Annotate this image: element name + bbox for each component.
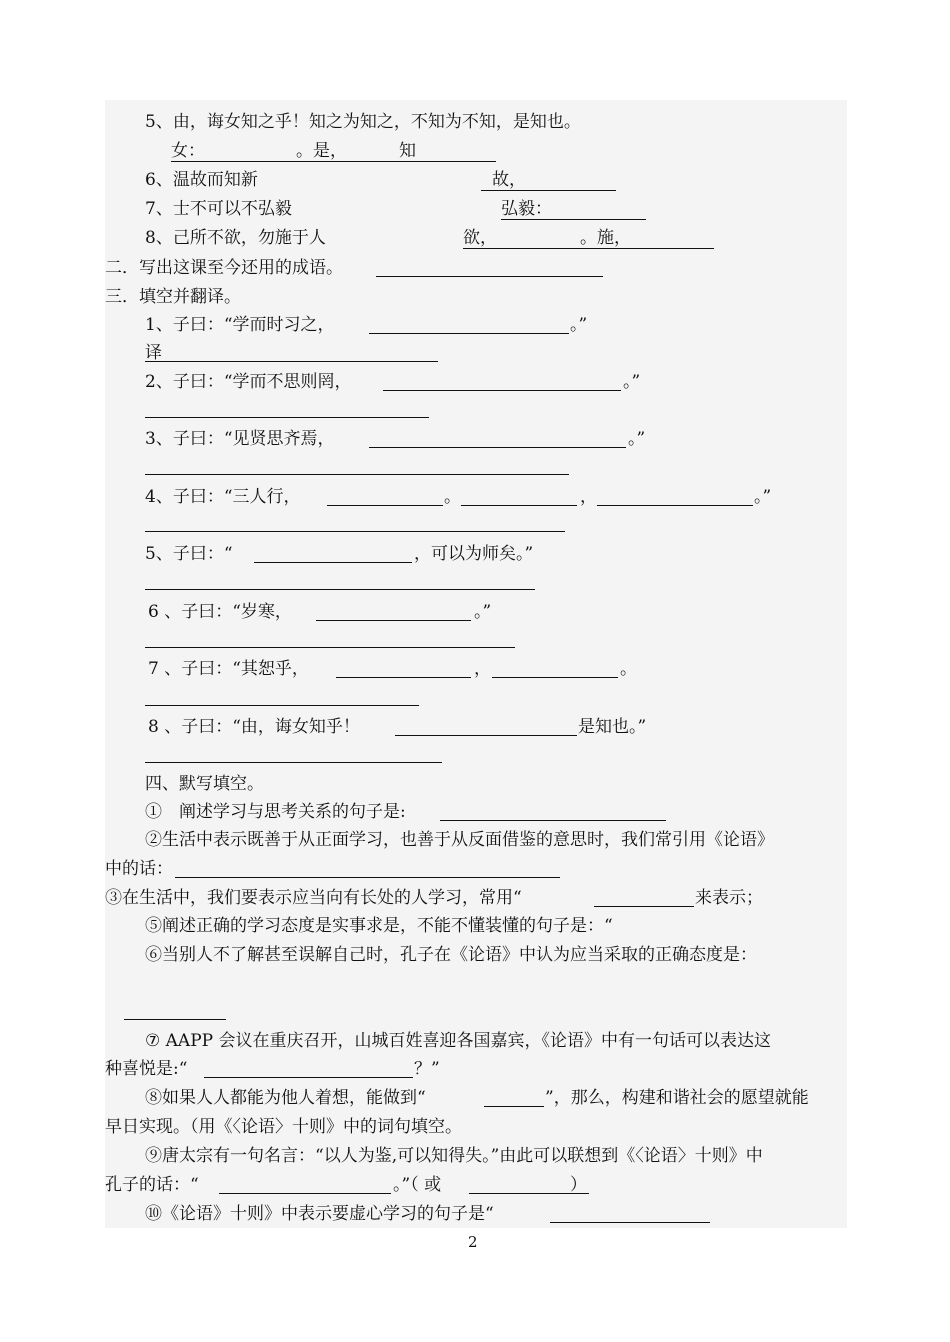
s4-item-6: ⑥当别人不了解甚至误解自己时，孔子在《论语》中认为应当采取的正确态度是： bbox=[145, 945, 757, 965]
section-2-blank[interactable] bbox=[376, 276, 603, 277]
item-8-word-a: 欲， bbox=[463, 228, 497, 248]
q2-translate-blank[interactable] bbox=[145, 417, 429, 418]
q6-end: 。” bbox=[474, 602, 492, 622]
s4-item-7-blank[interactable] bbox=[204, 1077, 413, 1078]
s4-item-9-line-2: 孔子的话：“ bbox=[105, 1175, 199, 1195]
q6-blank[interactable] bbox=[316, 620, 471, 621]
s4-item-5: ⑤阐述正确的学习态度是实事求是，不能不懂装懂的句子是：“ bbox=[145, 916, 613, 936]
s4-item-10: ⑩《论语》十则》中表示要虚心学习的句子是“ bbox=[145, 1204, 494, 1224]
q1-translate-blank[interactable] bbox=[145, 361, 438, 362]
item-6-blank[interactable] bbox=[481, 190, 616, 191]
s4-item-8-blank[interactable] bbox=[484, 1106, 544, 1107]
q7-blank-1[interactable] bbox=[336, 677, 471, 678]
q2-end: 。” bbox=[623, 372, 641, 392]
q3-end: 。” bbox=[628, 429, 646, 449]
item-8-word-b: 。施， bbox=[580, 228, 631, 248]
q4-translate-blank[interactable] bbox=[145, 531, 565, 532]
item-5-word-c: 知 bbox=[399, 141, 416, 161]
s4-item-9-line-1: ⑨唐太宗有一句名言：“以人为鉴,可以知得失。”由此可以联想到《〈论语〉十则》中 bbox=[145, 1146, 763, 1166]
q5-blank[interactable] bbox=[254, 562, 412, 563]
s4-item-7-line-2: 种喜悦是:“ bbox=[105, 1059, 188, 1079]
page-number: 2 bbox=[468, 1233, 478, 1251]
item-6-text: 6、温故而知新 bbox=[145, 170, 258, 190]
q5-end: ，可以为师矣。” bbox=[414, 544, 534, 564]
q4-blank-2[interactable] bbox=[461, 505, 577, 506]
q8-text: 8 、子曰：“由，诲女知乎！ bbox=[148, 717, 360, 737]
q4-sep-2: ， bbox=[580, 487, 597, 507]
s4-item-2-line-2: 中的话： bbox=[105, 859, 173, 879]
q4-sep-1: 。 bbox=[444, 487, 461, 507]
q3-blank[interactable] bbox=[369, 447, 626, 448]
q7-sep: ， bbox=[474, 659, 491, 679]
q2-blank[interactable] bbox=[383, 390, 621, 391]
item-7-blank[interactable] bbox=[501, 219, 646, 220]
s4-item-8-line-1: ⑧如果人人都能为他人着想，能做到“ bbox=[145, 1088, 426, 1108]
q1-blank[interactable] bbox=[369, 333, 569, 334]
s4-item-1: ① 阐述学习与思考关系的句子是: bbox=[145, 802, 406, 822]
s4-item-7-end: ？” bbox=[414, 1059, 440, 1079]
q7-blank-2[interactable] bbox=[492, 677, 618, 678]
s4-item-8-line-2: 早日实现。（用《〈论语〉十则》中的词句填空。 bbox=[105, 1117, 462, 1137]
q1-end: 。” bbox=[570, 315, 588, 335]
q2-text: 2、子曰：“学而不思则罔， bbox=[145, 372, 352, 392]
item-8-text: 8、己所不欲，勿施于人 bbox=[145, 228, 326, 248]
q4-text: 4、子曰：“三人行， bbox=[145, 487, 301, 507]
s4-item-9-blank-1[interactable] bbox=[219, 1193, 391, 1194]
q4-blank-3[interactable] bbox=[597, 505, 753, 506]
q6-text: 6 、子曰：“岁寒， bbox=[148, 602, 292, 622]
q7-text: 7 、子曰：“其恕乎， bbox=[148, 659, 309, 679]
s4-item-9-end: ） bbox=[570, 1175, 587, 1195]
q4-end: 。” bbox=[754, 487, 772, 507]
q1-translate-label: 译 bbox=[145, 343, 162, 363]
s4-item-6-blank[interactable] bbox=[124, 1019, 226, 1020]
s4-item-10-blank[interactable] bbox=[550, 1222, 710, 1223]
s4-item-3-blank[interactable] bbox=[594, 906, 694, 907]
item-5-word-a: 女： bbox=[171, 141, 205, 161]
q6-translate-blank[interactable] bbox=[145, 647, 515, 648]
q7-translate-blank[interactable] bbox=[145, 705, 419, 706]
s4-item-7-line-1: ⑦ AAPP 会议在重庆召开，山城百姓喜迎各国嘉宾，《论语》中有一句话可以表达这 bbox=[145, 1031, 771, 1051]
section-4-heading: 四、默写填空。 bbox=[145, 774, 264, 794]
q1-text: 1、子曰：“学而时习之， bbox=[145, 315, 335, 335]
section-2-heading: 二．写出这课至今还用的成语。 bbox=[105, 258, 343, 278]
q5-text: 5、子曰：“ bbox=[145, 544, 233, 564]
q8-end: 是知也。” bbox=[578, 717, 647, 737]
s4-item-3: ③在生活中，我们要表示应当向有长处的人学习，常用“ bbox=[105, 888, 522, 908]
q3-text: 3、子曰：“见贤思齐焉， bbox=[145, 429, 335, 449]
q5-translate-blank[interactable] bbox=[145, 589, 535, 590]
item-5-word-b: 。是， bbox=[296, 141, 347, 161]
item-7-word: 弘毅： bbox=[501, 199, 552, 219]
s4-item-2-line-1: ②生活中表示既善于从正面学习，也善于从反面借鉴的意思时，我们常引用《论语》 bbox=[145, 830, 774, 850]
s4-item-1-blank[interactable] bbox=[440, 820, 666, 821]
s4-item-9-mid: 。”（ 或 bbox=[393, 1175, 442, 1195]
item-5-blank[interactable] bbox=[171, 161, 496, 162]
q3-translate-blank[interactable] bbox=[145, 474, 569, 475]
s4-item-8-line-1-end: ”，那么，构建和谐社会的愿望就能 bbox=[545, 1088, 809, 1108]
q7-end: 。 bbox=[620, 659, 637, 679]
item-5-text: 5、由，诲女知之乎！知之为知之，不知为不知，是知也。 bbox=[145, 112, 581, 132]
item-7-text: 7、士不可以不弘毅 bbox=[145, 199, 292, 219]
q8-blank[interactable] bbox=[395, 735, 577, 736]
item-6-word: 故， bbox=[492, 170, 526, 190]
section-3-heading: 三．填空并翻译。 bbox=[105, 287, 241, 307]
item-8-blank[interactable] bbox=[463, 248, 714, 249]
q8-translate-blank[interactable] bbox=[145, 762, 442, 763]
s4-item-3-end: 来表示； bbox=[695, 888, 763, 908]
q4-blank-1[interactable] bbox=[327, 505, 443, 506]
s4-item-2-blank[interactable] bbox=[175, 877, 560, 878]
